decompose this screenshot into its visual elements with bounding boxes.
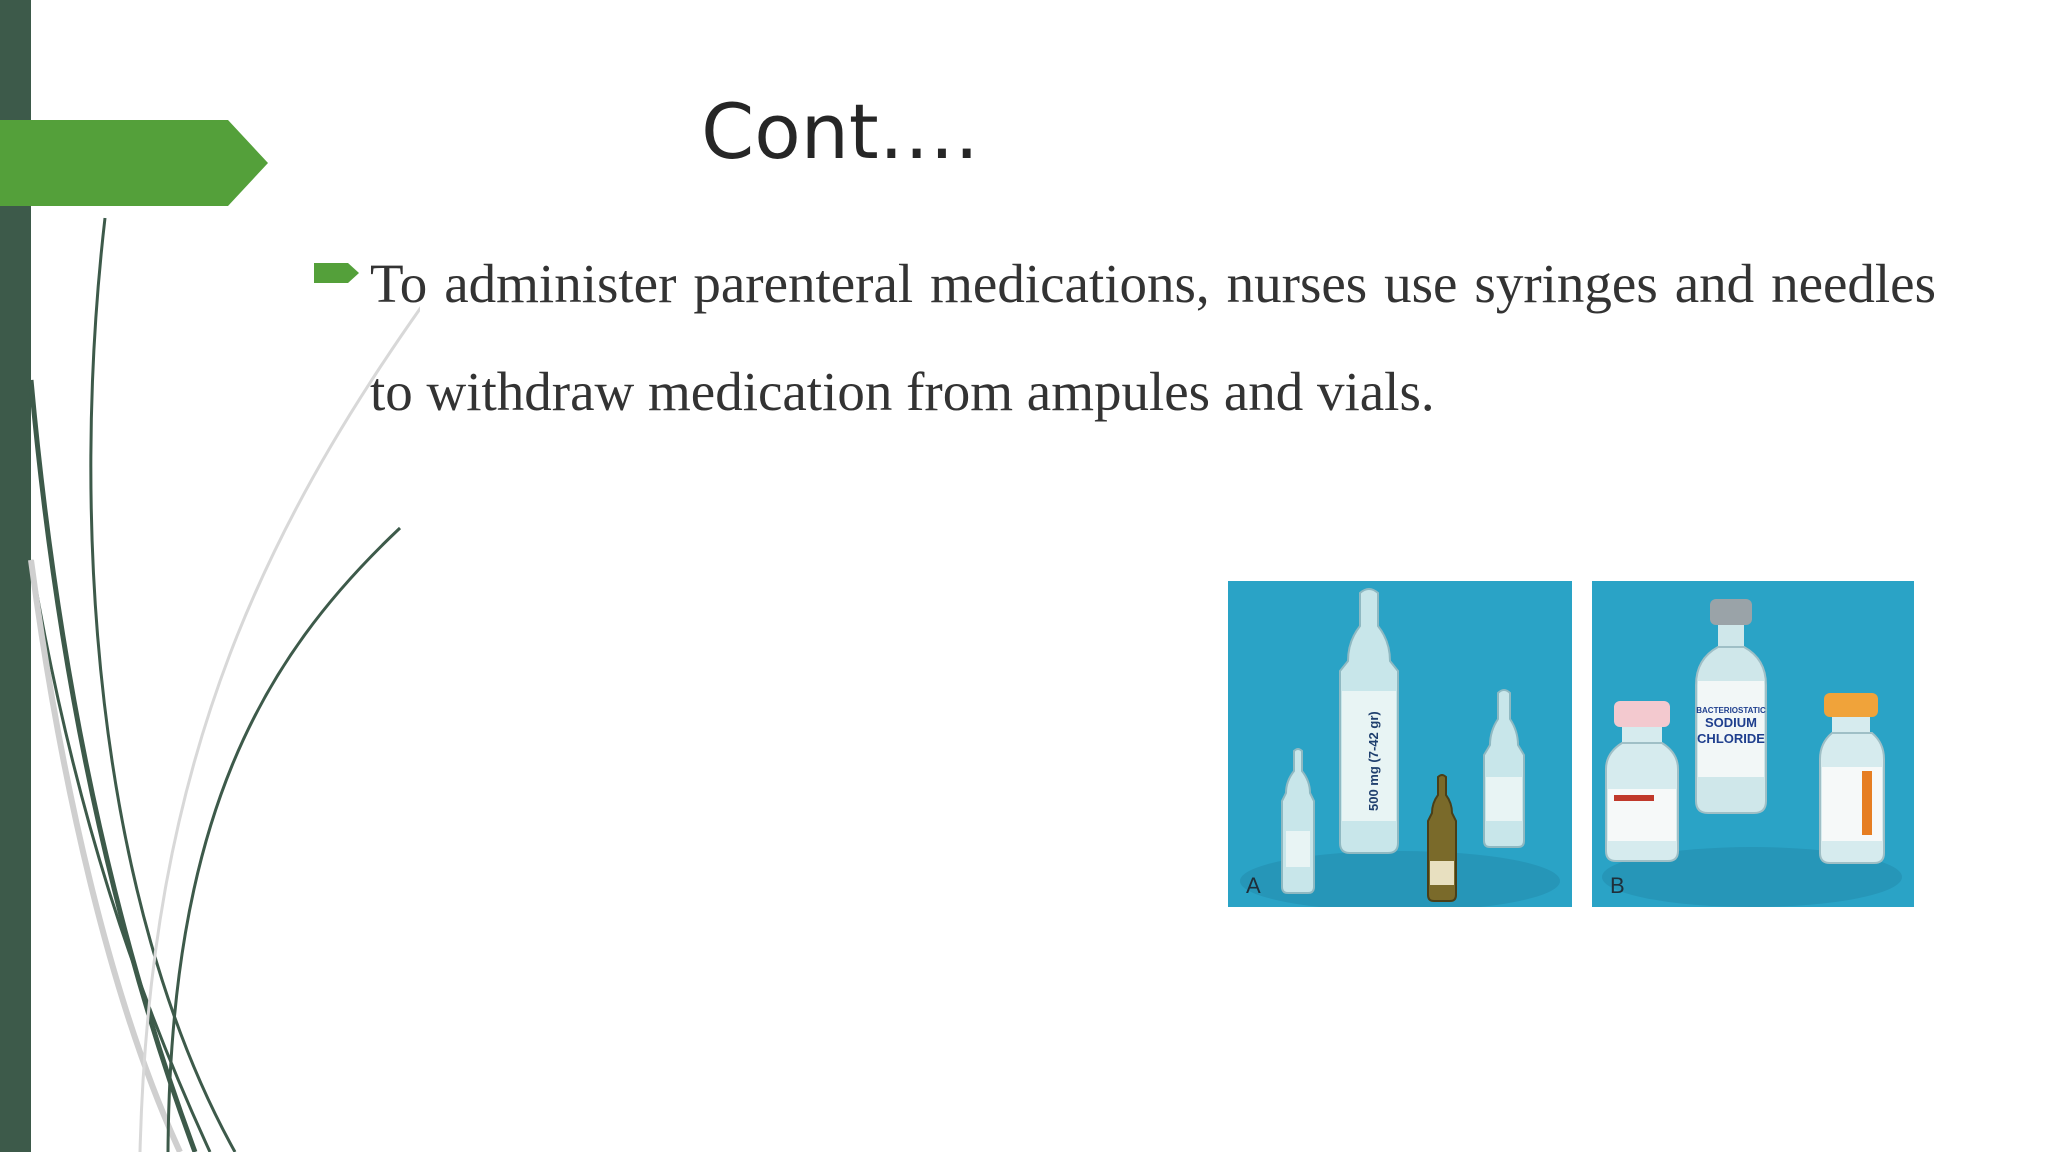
title-arrow-shape — [0, 120, 270, 206]
ampules-photo — [1228, 581, 1572, 907]
svg-text:SODIUM: SODIUM — [1705, 715, 1757, 730]
svg-text:500 mg (7-42 gr): 500 mg (7-42 gr) — [1366, 711, 1381, 811]
vials-photo — [1592, 581, 1914, 907]
photo-group — [1228, 581, 1914, 907]
arrow-bullet-icon — [314, 261, 360, 285]
photo-b-letter: B — [1610, 873, 1625, 898]
bullet-text: To administer parenteral medications, nurses use syringes and needles to withdraw medication from ampules and vials. — [370, 253, 1936, 422]
svg-text:CHLORIDE: CHLORIDE — [1697, 731, 1765, 746]
photo-a-letter: A — [1246, 873, 1261, 898]
slide-title: Cont…. — [701, 87, 979, 176]
svg-text:BACTERIOSTATIC: BACTERIOSTATIC — [1696, 706, 1766, 715]
